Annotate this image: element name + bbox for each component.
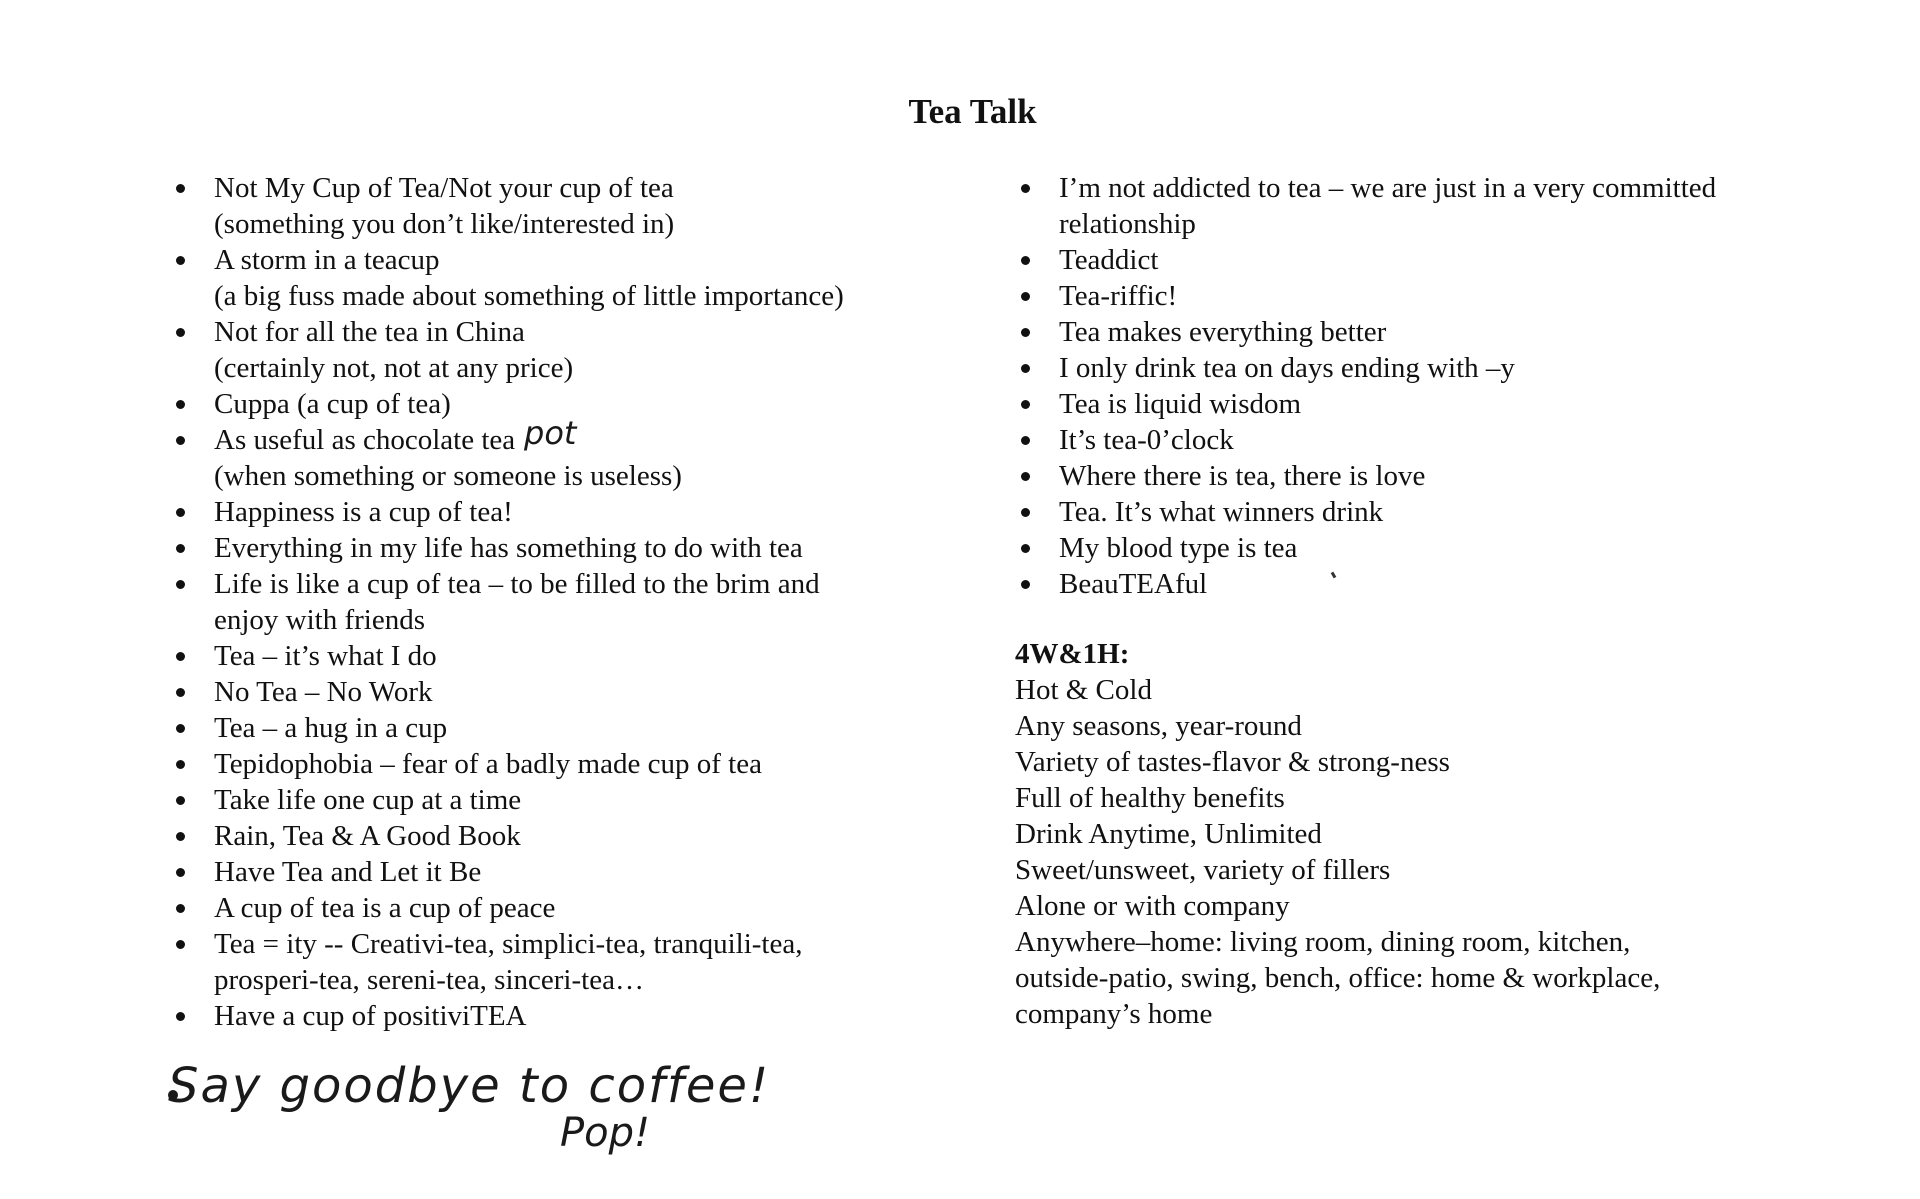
page-title: Tea Talk (908, 92, 1037, 131)
list-item-subtext: enjoy with friends (214, 604, 426, 636)
list-item-text: Rain, Tea & A Good Book (214, 820, 521, 852)
list-item-subtext: relationship (1059, 208, 1196, 240)
list-item (1015, 458, 1895, 494)
list-item-text: A cup of tea is a cup of peace (214, 892, 556, 924)
list-item-text: Tea makes everything better (1059, 316, 1387, 348)
list-item (1015, 170, 1895, 242)
right-column (1015, 170, 1895, 1032)
right-bullet-list (1015, 170, 1895, 602)
section-lines (1015, 672, 1895, 1032)
list-item-text: Have a cup of positiviTEA (214, 1000, 527, 1032)
list-item (170, 854, 990, 890)
list-item (170, 314, 990, 386)
list-item (1015, 566, 1895, 602)
list-item-text: Tea is liquid wisdom (1059, 388, 1302, 420)
list-item-text: I’m not addicted to tea – we are just in a very committed (1059, 172, 1717, 204)
section-line: Any seasons, year-round (1015, 710, 1302, 742)
list-item-subtext: (a big fuss made about something of little importance) (214, 280, 844, 312)
list-item-text: Where there is tea, there is love (1059, 460, 1426, 492)
left-bullet-list (170, 170, 990, 1034)
list-item-subtext: (certainly not, not at any price) (214, 352, 574, 384)
list-item-text: My blood type is tea (1059, 532, 1298, 564)
list-item (1015, 386, 1895, 422)
handwritten-goodbye-note: Say goodbye to coffee! (168, 1058, 771, 1114)
list-item-text: Happiness is a cup of tea! (214, 496, 513, 528)
list-item (170, 818, 990, 854)
list-item (1015, 314, 1895, 350)
list-item-text: As useful as chocolate tea (214, 424, 516, 456)
list-item-subtext: (when something or someone is useless) (214, 460, 682, 492)
list-item-text: It’s tea-0’clock (1059, 424, 1234, 456)
list-item-text: A storm in a teacup (214, 244, 440, 276)
list-item (170, 926, 990, 998)
list-item-text: Life is like a cup of tea – to be filled to the brim and (214, 568, 820, 600)
section-line: Sweet/unsweet, variety of fillers (1015, 854, 1391, 886)
list-item (1015, 242, 1895, 278)
list-item (170, 746, 990, 782)
list-item (170, 998, 990, 1034)
section-line: Full of healthy benefits (1015, 782, 1285, 814)
list-item-text: Tea = ity -- Creativi-tea, simplici-tea, tranquili-tea, (214, 928, 803, 960)
handwritten-pop-note: Pop! (560, 1110, 651, 1156)
list-item-text: Tea – a hug in a cup (214, 712, 448, 744)
list-item-text: Have Tea and Let it Be (214, 856, 482, 888)
list-item (170, 530, 990, 566)
list-item-text: Tea – it’s what I do (214, 640, 437, 672)
list-item (170, 494, 990, 530)
list-item (170, 890, 990, 926)
list-item-text: Take life one cup at a time (214, 784, 522, 816)
list-item (1015, 350, 1895, 386)
list-item-text: Not My Cup of Tea/Not your cup of tea (214, 172, 674, 204)
list-item-text: Teaddict (1059, 244, 1159, 276)
list-item (170, 170, 990, 242)
list-item (170, 674, 990, 710)
list-item (1015, 494, 1895, 530)
section-line: Alone or with company (1015, 890, 1290, 922)
list-item (1015, 278, 1895, 314)
list-item (170, 638, 990, 674)
list-item-text: Tea. It’s what winners drink (1059, 496, 1384, 528)
handwritten-pot-note: pot (524, 414, 577, 452)
list-item (170, 782, 990, 818)
list-item-subtext: (something you don’t like/interested in) (214, 208, 675, 240)
section-line: company’s home (1015, 998, 1213, 1030)
list-item-text: Cuppa (a cup of tea) (214, 388, 451, 420)
list-item-subtext: prosperi-tea, sereni-tea, sinceri-tea… (214, 964, 644, 996)
list-item (170, 386, 990, 422)
list-item-text: Everything in my life has something to do with tea (214, 532, 803, 564)
list-item (1015, 422, 1895, 458)
list-item-text: I only drink tea on days ending with –y (1059, 352, 1515, 384)
list-item-text: Not for all the tea in China (214, 316, 525, 348)
section-line: Drink Anytime, Unlimited (1015, 818, 1322, 850)
section-line: Variety of tastes-flavor & strong-ness (1015, 746, 1450, 778)
list-item (170, 242, 990, 314)
list-item (170, 710, 990, 746)
section-line: Anywhere–home: living room, dining room, kitchen, (1015, 926, 1631, 958)
section-heading: 4W&1H: (1015, 638, 1130, 670)
list-item-text: No Tea – No Work (214, 676, 433, 708)
section-line: Hot & Cold (1015, 674, 1152, 706)
list-item-text: BeauTEAful (1059, 568, 1208, 600)
list-item (1015, 530, 1895, 566)
list-item-text: Tea-riffic! (1059, 280, 1178, 312)
left-column (170, 170, 990, 1034)
section-line: outside-patio, swing, bench, office: home & workplace, (1015, 962, 1661, 994)
list-item (170, 422, 990, 494)
list-item-text: Tepidophobia – fear of a badly made cup of tea (214, 748, 762, 780)
list-item (170, 566, 990, 638)
